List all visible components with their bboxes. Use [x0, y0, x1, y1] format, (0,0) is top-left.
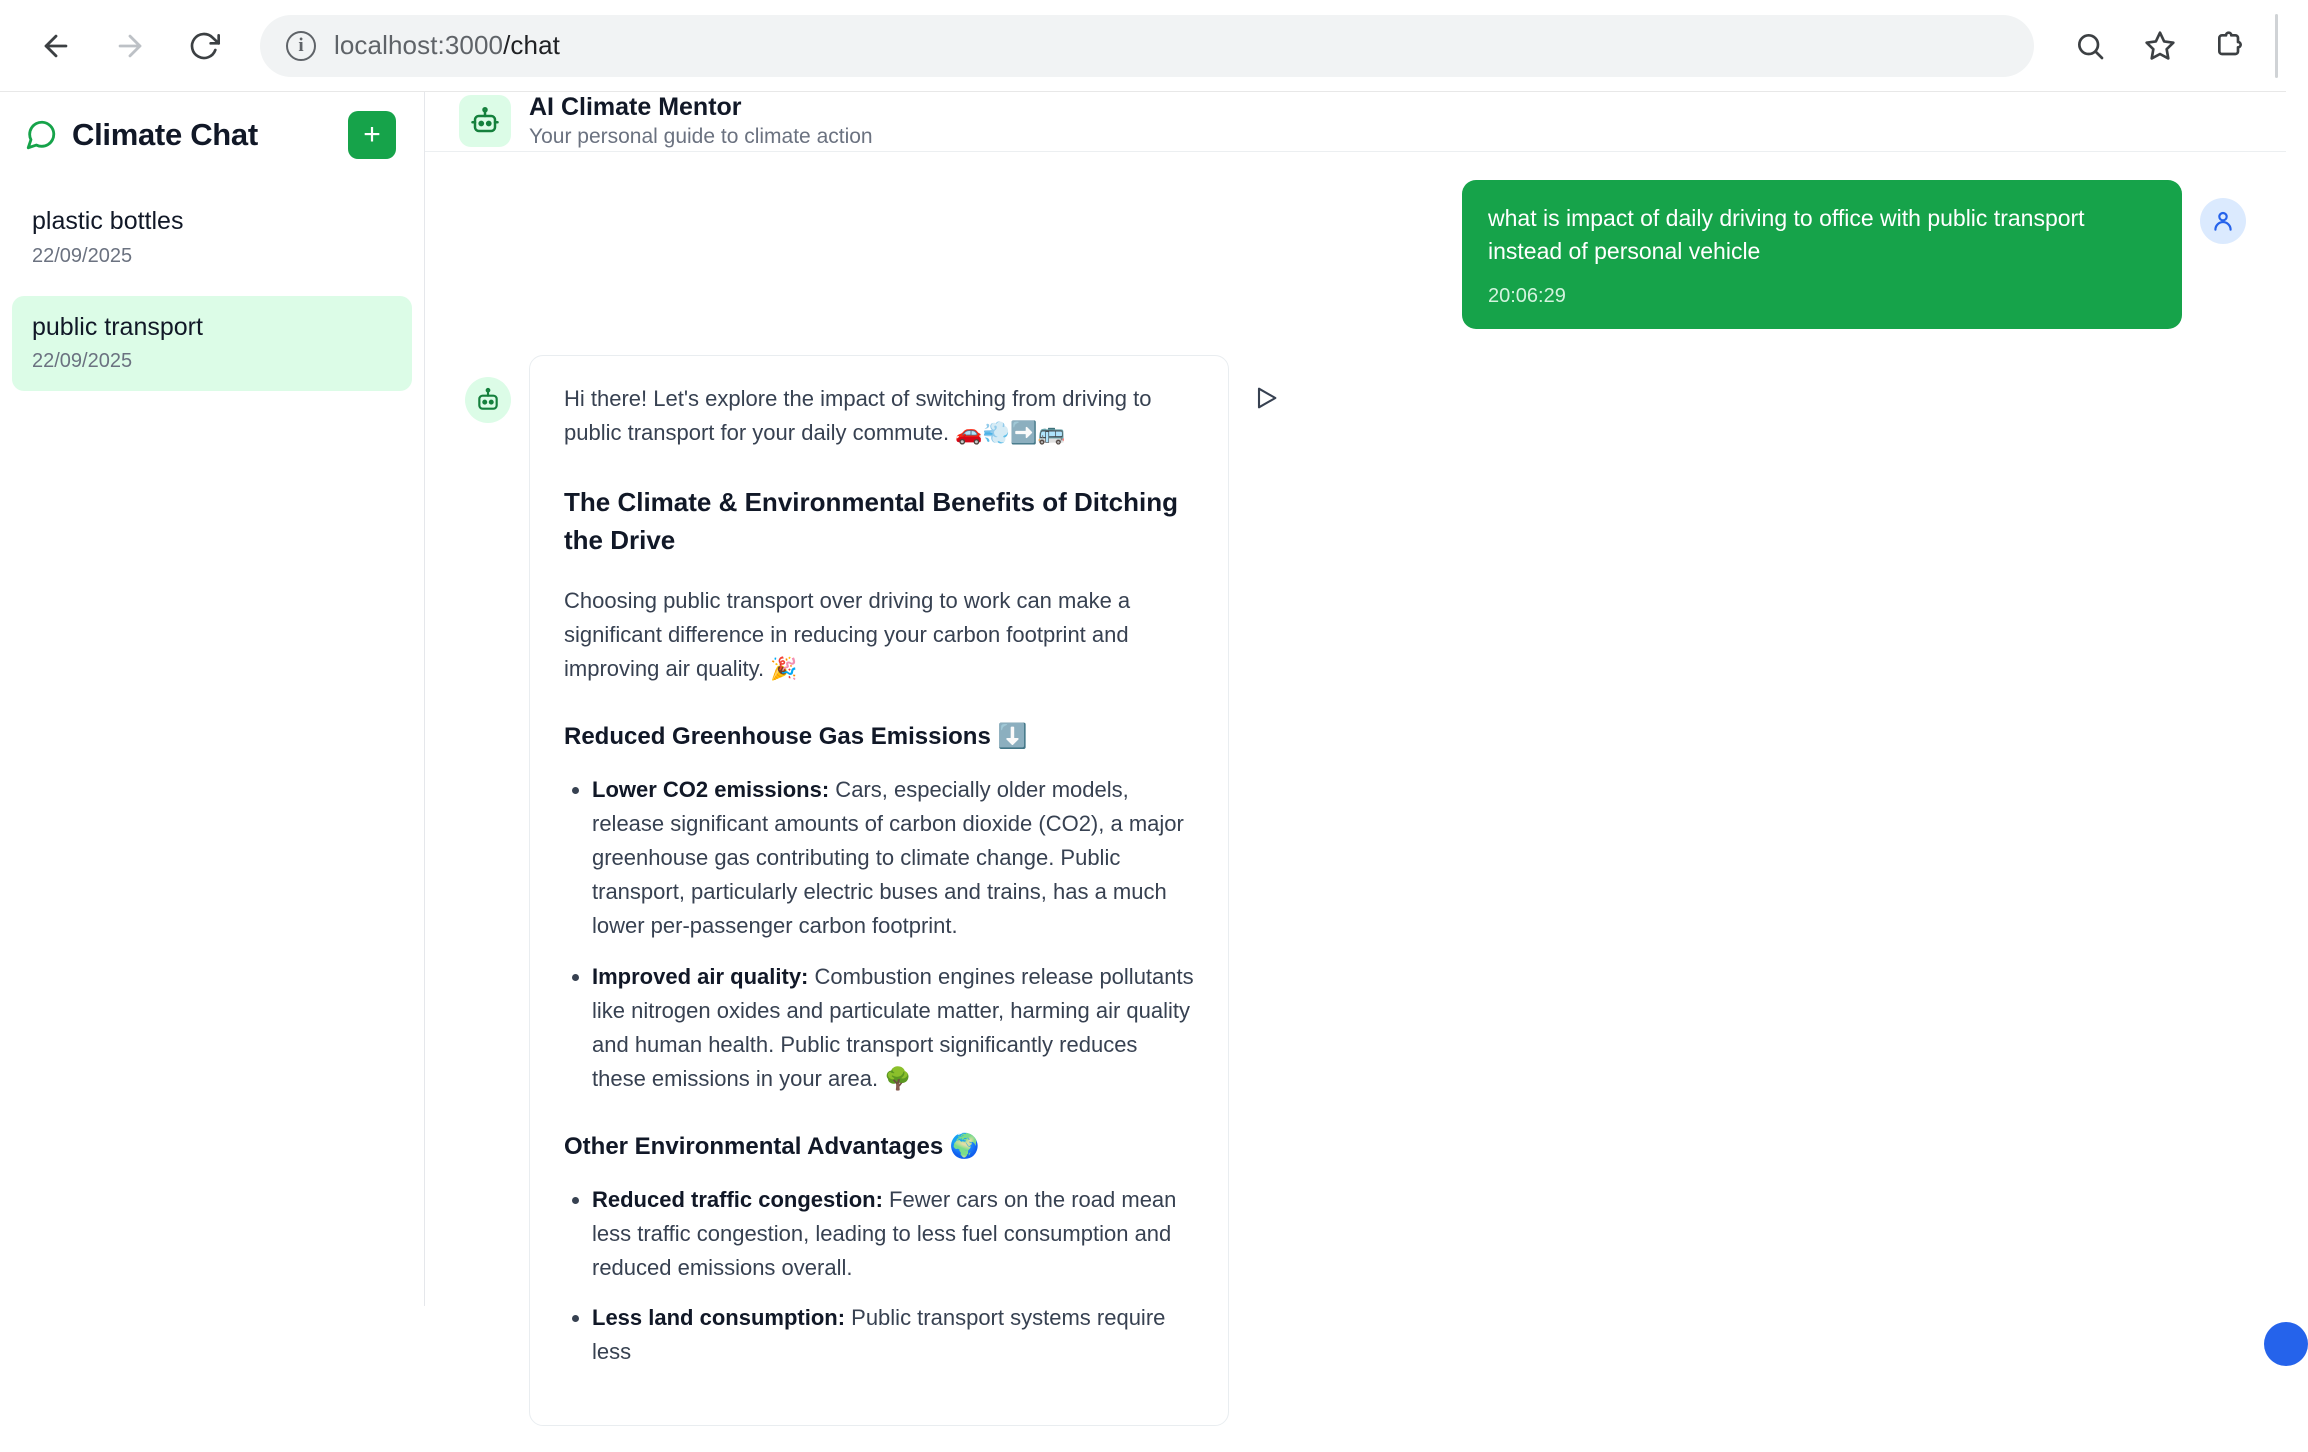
- forward-button[interactable]: [98, 14, 162, 78]
- assistant-name: AI Climate Mentor: [529, 93, 742, 121]
- list-item-lead: Less land consumption:: [592, 1305, 846, 1331]
- reload-button[interactable]: [172, 14, 236, 78]
- user-message-time: 20:06:29: [1488, 285, 1566, 308]
- main-panel: [425, 92, 2286, 1365]
- user-avatar-icon: [2200, 198, 2246, 244]
- sidebar: [0, 92, 425, 1306]
- sidebar-header: [0, 92, 424, 178]
- toolbar-icons: [2058, 14, 2262, 78]
- assistant-message-bubble: [529, 355, 1229, 1426]
- chat-bubble-icon: [24, 118, 58, 152]
- message-row-user: [425, 180, 2286, 330]
- list-item: [592, 773, 1194, 943]
- assistant-heading: The Climate & Environmental Benefits of Ditching the Drive: [564, 487, 1178, 556]
- app-root: [0, 92, 2286, 1365]
- assistant-section1-list: [564, 773, 1194, 1096]
- chat-item-date: 22/09/2025: [32, 350, 133, 372]
- assistant-section2-title: Other Environmental Advantages 🌍: [564, 1132, 980, 1160]
- user-message-bubble: [1462, 180, 2182, 330]
- list-item: [592, 1183, 1194, 1285]
- assistant-paragraph: Choosing public transport over driving to work can make a significant difference in reducing your carbon footprint and improving air quality. 🎉: [564, 587, 1131, 681]
- browser-toolbar: [0, 0, 2286, 92]
- url-host: localhost:3000: [334, 30, 504, 60]
- user-message-text: what is impact of daily driving to office with public transport instead of personal vehicle: [1488, 204, 2085, 264]
- assistant-section1-title: Reduced Greenhouse Gas Emissions ⬇️: [564, 723, 1028, 751]
- message-row-assistant: [425, 355, 2286, 1426]
- chat-list-item-public-transport[interactable]: [12, 296, 412, 392]
- list-item-lead: Lower CO2 emissions:: [592, 777, 830, 803]
- assistant-intro-text: Hi there! Let's explore the impact of switching from driving to public transport for your daily commute. 🚗💨➡️🚌: [564, 386, 1152, 446]
- robot-icon: [459, 95, 511, 147]
- conversation-header: [425, 92, 2286, 152]
- list-item: [592, 1301, 1194, 1369]
- app-title: Climate Chat: [72, 117, 258, 152]
- chat-item-date: 22/09/2025: [32, 244, 133, 267]
- url-path: /chat: [503, 30, 560, 60]
- list-item-lead: Reduced traffic congestion:: [592, 1186, 883, 1212]
- site-info-icon[interactable]: i: [286, 31, 316, 61]
- list-item-text: Cars, especially older models, release significant amounts of carbon dioxide (CO2), a major greenhouse gas contributing to climate change. Public transport, particularly electric buses and trains, has a much lower per-passenger carbon footprint.: [592, 777, 1184, 939]
- list-item-text: Fewer cars on the road mean less traffic congestion, leading to less fuel consumption and reduced emissions overall.: [592, 1186, 1177, 1281]
- scrollbar-thumb[interactable]: [2275, 14, 2278, 78]
- assistant-section2-list: [564, 1183, 1194, 1369]
- extensions-icon[interactable]: [2198, 14, 2262, 78]
- scroll-indicator[interactable]: [2264, 1322, 2308, 1366]
- bookmark-star-icon[interactable]: [2128, 14, 2192, 78]
- address-bar[interactable]: [260, 15, 2034, 77]
- back-button[interactable]: [24, 14, 88, 78]
- list-item-text: Combustion engines release pollutants like nitrogen oxides and particulate matter, harming air quality and human health. Public transport significantly reduces these emissions in your area. 🌳: [592, 963, 1194, 1091]
- chat-item-title: public transport: [32, 312, 203, 341]
- chat-list-item-plastic-bottles[interactable]: [12, 190, 412, 286]
- url-text: [334, 30, 560, 61]
- message-scroll-area[interactable]: [425, 152, 2286, 1452]
- list-item-text: Public transport systems require less: [592, 1305, 1166, 1365]
- new-chat-button[interactable]: +: [348, 111, 396, 159]
- chat-list: [0, 178, 424, 391]
- zoom-icon[interactable]: [2058, 14, 2122, 78]
- chat-item-title: plastic bottles: [32, 207, 184, 235]
- assistant-avatar-icon: [465, 377, 511, 423]
- assistant-subtitle: Your personal guide to climate action: [529, 125, 873, 149]
- play-audio-icon[interactable]: [1246, 378, 1286, 418]
- list-item-lead: Improved air quality:: [592, 963, 809, 989]
- list-item: [592, 960, 1194, 1096]
